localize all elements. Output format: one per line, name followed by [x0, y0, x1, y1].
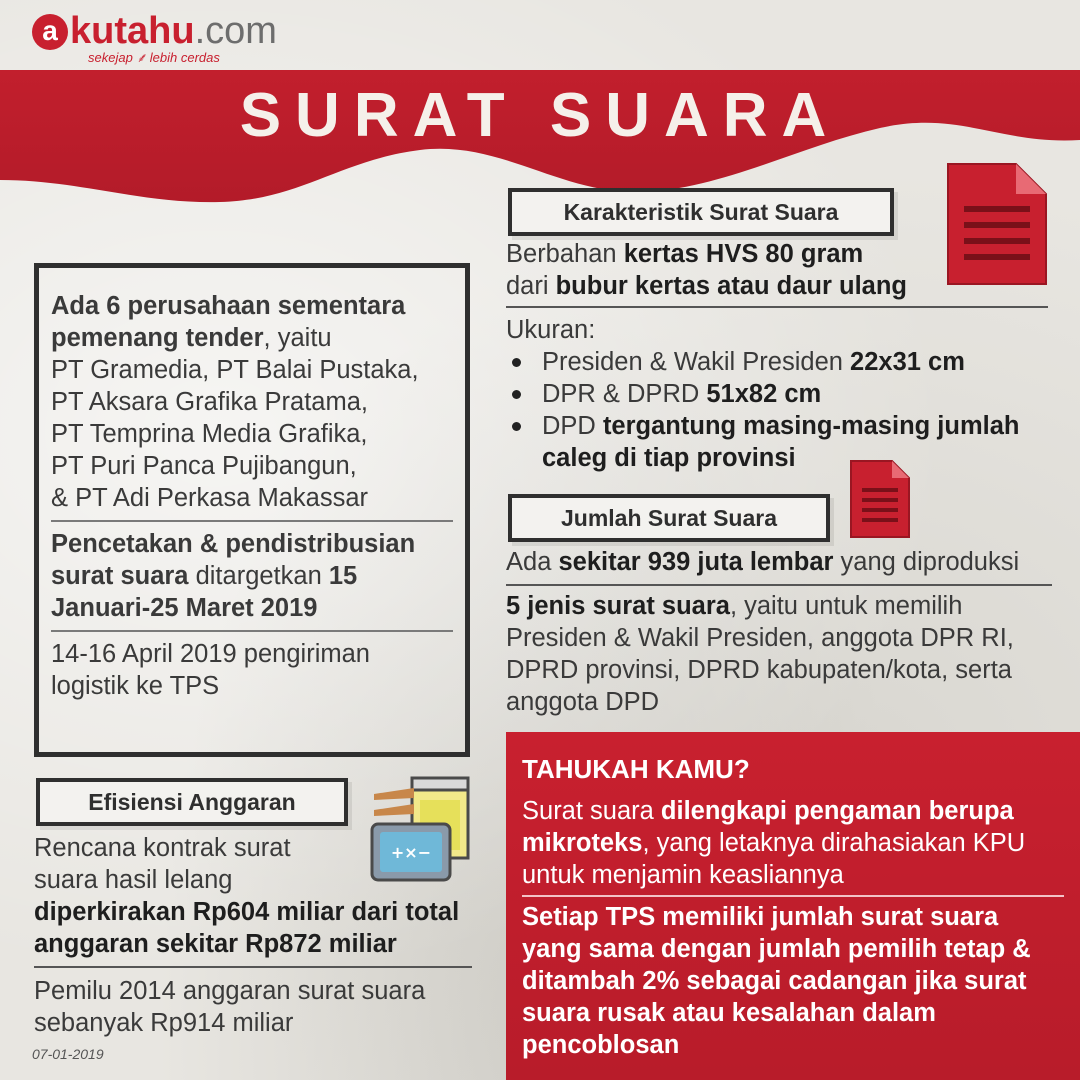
- divider: [506, 306, 1048, 308]
- tender-info-box: [34, 263, 470, 757]
- divider: [34, 966, 472, 968]
- logo[interactable]: [32, 8, 277, 66]
- divider: [522, 895, 1064, 897]
- svg-text:+×−: +×−: [390, 843, 432, 862]
- jumlah-label: Jumlah Surat Suara: [508, 494, 830, 542]
- tender-intro: Ada 6 perusahaan sementara pemenang tender, yaitu: [51, 292, 406, 352]
- company-item: PT Temprina Media Grafika,: [51, 420, 368, 448]
- logistics-schedule: 14-16 April 2019 pengiriman logistik ke TPS: [51, 640, 370, 700]
- logo-tagline: sekejap ⸙ lebih cerdas: [88, 50, 220, 65]
- company-item: PT Gramedia, PT Balai Pustaka,: [51, 356, 419, 384]
- efisiensi-footnote: Pemilu 2014 anggaran surat suara sebanyak Rp914 miliar: [34, 977, 426, 1037]
- jumlah-types: 5 jenis surat suara, yaitu untuk memilih Presiden & Wakil Presiden, anggota DPR RI, DPRD provinsi, DPRD kabupaten/kota, serta anggota DPD: [506, 592, 1014, 716]
- company-list: [51, 354, 453, 514]
- ukuran-section: [506, 314, 1046, 474]
- document-small-icon: [848, 458, 912, 540]
- logo-name: kutahu: [70, 10, 195, 52]
- fact-box: [506, 732, 1080, 1080]
- fact-reserve: Setiap TPS memiliki jumlah surat suara yang sama dengan jumlah pemilih tetap & ditambah 2% sebagai cadangan jika surat suara rusak atau kesalahan dalam pencoblosan: [522, 903, 1031, 1059]
- jumlah-total: Ada sekitar 939 juta lembar yang diproduksi: [506, 548, 1020, 576]
- divider: [506, 584, 1052, 586]
- efisiensi-label: Efisiensi Anggaran: [36, 778, 348, 826]
- company-item: PT Aksara Grafika Pratama,: [51, 388, 368, 416]
- fact-microtext: Surat suara dilengkapi pengaman berupa mikroteks, yang letaknya dirahasiakan KPU untuk menjamin keasliannya: [522, 797, 1026, 889]
- list-item: DPD tergantung masing-masing jumlah caleg di tiap provinsi: [506, 410, 1046, 474]
- page-title: SURAT SUARA: [239, 81, 841, 150]
- ukuran-label: Ukuran:: [506, 316, 596, 344]
- publish-date: 07-01-2019: [32, 1046, 104, 1062]
- list-item: Presiden & Wakil Presiden 22x31 cm: [506, 346, 1046, 378]
- divider: [51, 520, 453, 522]
- logo-domain: .com: [194, 10, 277, 52]
- list-item: DPR & DPRD 51x82 cm: [506, 378, 1046, 410]
- efisiensi-text: [34, 832, 474, 960]
- company-item: & PT Adi Perkasa Makassar: [51, 484, 368, 512]
- karakteristik-label: Karakteristik Surat Suara: [508, 188, 894, 236]
- efisiensi-bold: diperkirakan Rp604 miliar dari total anggaran sekitar Rp872 miliar: [34, 898, 460, 958]
- printing-schedule: Pencetakan & pendistribusian surat suara ditargetkan 15 Januari-25 Maret 2019: [51, 530, 416, 622]
- ukuran-list: [506, 346, 1046, 474]
- fact-title: TAHUKAH KAMU?: [522, 754, 750, 784]
- logo-letter: a: [32, 14, 68, 50]
- karakteristik-material: Berbahan kertas HVS 80 gram dari bubur kertas atau daur ulang: [506, 240, 908, 300]
- company-item: PT Puri Panca Pujibangun,: [51, 452, 357, 480]
- efisiensi-normal: Rencana kontrak surat suara hasil lelang: [34, 834, 291, 894]
- divider: [51, 630, 453, 632]
